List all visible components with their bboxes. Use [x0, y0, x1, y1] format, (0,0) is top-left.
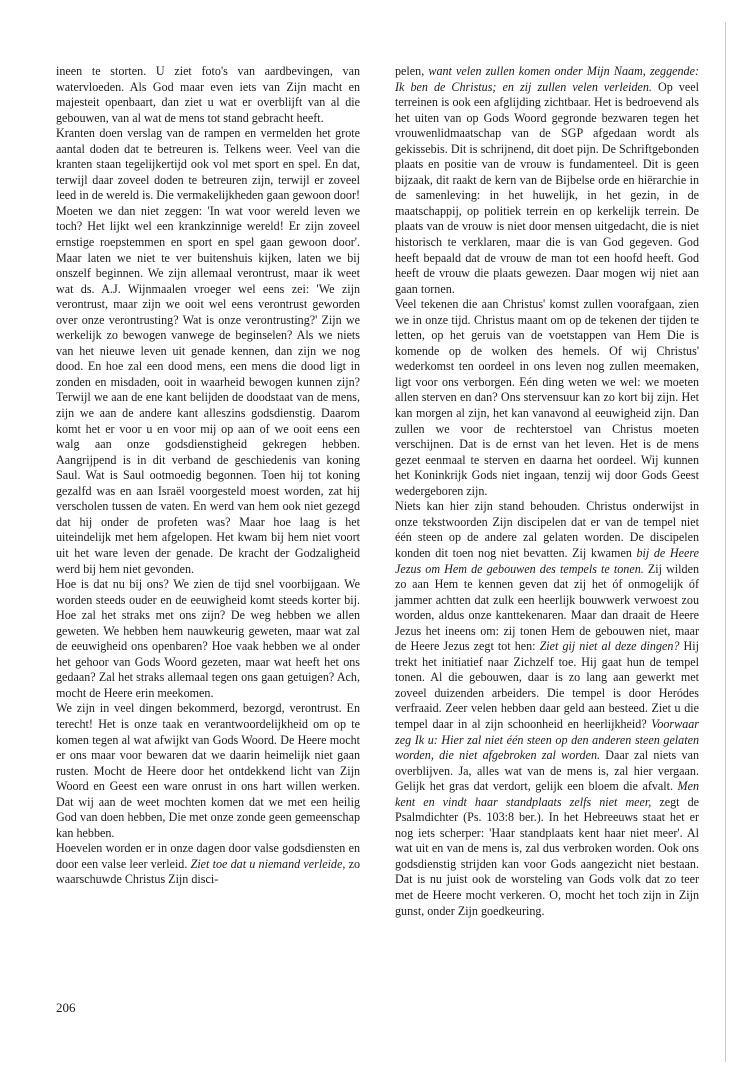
paragraph [56, 64, 360, 126]
text-run: Veel tekenen die aan Christus' komst zullen voorafgaan, zien we in onze tijd. Christus maant om op de tekenen der tijden te letten, op het geruis van de voetstappen van Hem Die is komende op de wolken des hemels. Of wij Christus' wederkomst ten oordeel in ons leven nog zullen meemaken, ligt voor ons verborgen. Eén ding weten we wel: we moeten allen sterven en dan? Ons stervensuur kan zo kort bij zijn. Het kan morgen al zijn, het kan vanavond al eeuwigheid zijn. Dan zullen we voor de rechterstoel van Christus moeten verschijnen. Dat is de ernst van het leven. Het is de mens gezet eenmaal te sterven en daarna het oordeel. Wij kunnen het Koninkrijk Gods niet ingaan, tenzij wij door Gods Geest wedergeboren zijn. [395, 297, 699, 498]
text-run: Zij wilden zo aan Hem te kennen geven dat zij het óf onmogelijk óf jammer achtten dat zulk een heerlijk bouwwerk verwoest zou worden, aldus onze kanttekenaren. Maar dan draait de Heere Jezus het ineens om: zij tonen Hem de gebouwen niet, maar de Heere Jezus zegt tot hen: [395, 561, 699, 654]
page-edge-divider [725, 22, 726, 1062]
scripture-quote: Ziet gij niet al deze dingen? [539, 639, 680, 654]
text-run: Daar zal niets van overblijven. Ja, alles wat van de mens is, zal hier vergaan. Gelijk het gras dat verdort, gelijk een bloem die afvalt. [395, 748, 699, 794]
text-run: zegt de Psalmdichter (Ps. 103:8 ber.). In het Hebreeuws staat het er nog iets scherper: 'Haar standplaats kent haar niet meer'. Al wat uit en van de mens is, zal dus verbroken worden. Ook ons godsdienstig strijden kan voor Gods aangezicht niet bestaan. Dat is nu juist ook de worsteling van Gods volk dat zo teer met de Heere mocht verkeren. O, mocht het toch zijn in Zijn gunst, onder Zijn goedkeuring. [395, 794, 699, 918]
scripture-quote: Ziet toe dat u niemand verleide [190, 856, 343, 871]
paragraph [56, 577, 360, 701]
text-run: ineen te storten. U ziet foto's van aardbevingen, van watervloeden. Als God maar even iets van Zijn macht en majesteit openbaart, dan ziet u wat er overblijft van al die gebouwen, van al wat de mens tot stand gebracht heeft. [56, 64, 360, 125]
page-number: 206 [56, 1000, 76, 1015]
text-run: pelen, [395, 64, 429, 78]
text-run: Niets kan hier zijn stand behouden. Christus onderwijst in onze tekstwoorden Zijn discipelen dat er van de tempel niet één steen op de andere zal gelaten worden. De discipelen konden dit toen nog niet bevatten. Zij kwamen [395, 499, 699, 560]
paragraph [56, 841, 360, 888]
text-run: Kranten doen verslag van de rampen en vermelden het grote aantal doden dat te betreuren is. Telkens weer. Veel van die kranten staan tegelijkertijd ook vol met sport en spel. En dat, terwijl daar zoveel doden te betreuren zijn, terwijl er zoveel leed in de wereld is. Die vermakelijkheden gaan gewoon door! Moeten we dan niet zeggen: 'In wat voor wereld leven we toch? Het lijkt wel een krankzinnige wereld! Er zijn zoveel ernstige roepstemmen en sport en spel gaan gewoon door'. Maar laten we niet te ver buitenshuis kijken, laten we bij onszelf beginnen. We zijn allemaal verontrust, maar ik weet wat ds. A.J. Wijnmaalen vroeger wel eens zei: 'We zijn verontrust, maar zijn we ooit wel eens verontrust geworden over onze verontrusting? Wat is onze verontrusting?' Zijn we werkelijk zo bewogen vanwege de beginselen? Als we niets van het nieuwe leven uit genade kennen, dan zijn we nog dood. En hoe zal een dood mens, een mens die dood ligt in zonden en misdaden, ooit in waarheid bewogen kunnen zijn? Terwijl we aan de ene kant belijden de doodstaat van de mens, zijn we aan de andere kant alleszins godsdienstig. Daarom komt het er voor u en voor mij op aan of we ooit eens een walg aan onze godsdienstigheid gekregen hebben. Aangrijpend is in dit verband de geschiedenis van koning Saul. Wat is Saul ootmoedig begonnen. Toen hij tot koning gezalfd was en aan Israël voorgesteld moest worden, zat hij verscholen tussen de vaten. En werd van hem ook niet gezegd dat hij onder de profeten was? Maar hoe laag is het uiteindelijk met hem afgelopen. Het kwam bij hem niet voort uit het ware leven der genade. De kracht der Godzaligheid werd bij hem niet gevonden. [56, 126, 360, 576]
left-column [56, 64, 360, 888]
paragraph [56, 126, 360, 577]
scripture-quote: Men kent en vindt haar standplaats zelfs niet meer, [395, 779, 699, 809]
text-run: , zo waarschuwde Christus Zijn disci- [56, 856, 360, 887]
paragraph [395, 64, 699, 297]
right-column [395, 64, 699, 919]
text-run: Hoevelen worden er in onze dagen door valse godsdiensten en door een valse leer verleid. [56, 841, 360, 871]
paragraph [395, 499, 699, 919]
scripture-quote: Voorwaar zeg Ik u: Hier zal niet één steen op den anderen steen gelaten worden, die niet afgebroken zal worden. [395, 716, 699, 763]
text-run: Op veel terreinen is ook een afglijding zichtbaar. Het is bedroevend als het uiten van op Gods Woord gegronde bezwaren tegen het vrouwenlidmaatschap van de SGP afgedaan wordt als gekissebis. Dit is schrijnend, dit doet pijn. De Schriftgebonden plaats en positie van de vrouw is fundamenteel. Dit is geen bijzaak, dit raakt de kern van de Bijbelse orde en hiërarchie in de samenleving: in het huwelijk, in het gezin, in de maatschappij, op politiek terrein en op kerkelijk terrein. De plaats van de vrouw is niet door mensen uitgedacht, die is niet historisch te verklaren, maar die is van God gegeven. God heeft bepaald dat de vrouw de man tot een hoofd heeft. God heeft de vrouw die plaats gewezen. Daar mogen wij niet aan gaan tornen. [395, 79, 699, 296]
paragraph [56, 701, 360, 841]
text-run: Hij trekt het initiatief naar Zichzelf toe. Hij gaat hun de tempel tonen. Al die gebouwen, daar is zo lang aan gewerkt met zoveel duizenden arbeiders. Die tempel is door Heródes verfraaid. Zeer velen hebben daar geld aan besteed. Ziet u die tempel daar in al zijn schoonheid en heerlijkheid? [395, 639, 699, 731]
scripture-quote: bij de Heere Jezus om Hem de gebouwen des tempels te tonen. [395, 545, 699, 576]
paragraph [395, 297, 699, 499]
text-run: We zijn in veel dingen bekommerd, bezorgd, verontrust. En terecht! Het is onze taak en verantwoordelijkheid om op te komen tegen al wat afwijkt van Gods Woord. De Heere mocht er ons maar voor bewaren dat we daarin heimelijk niet gaan rusten. Mocht de Heere door het ontdekkend licht van Zijn Woord en Geest een ware onrust in ons hart willen werken. Dat wij aan de weet mochten komen dat we met een heilig God van doen hebben, Die met onze zonde geen gemeenschap kan hebben. [56, 701, 360, 840]
text-run: Hoe is dat nu bij ons? We zien de tijd snel voorbijgaan. We worden steeds ouder en de eeuwigheid komt steeds korter bij. Hoe zal het straks met ons zijn? De weg hebben we allen geweten. We hebben hem nauwkeurig geweten, maar wat zal de eeuwigheid ons openbaren? Hoe vaak hebben we al onder het gehoor van Gods Woord gezeten, maar wat heeft het ons gedaan? Zal het straks allemaal tegen ons gaan getuigen? Ach, mocht de Heere erin meekomen. [56, 577, 360, 700]
scripture-quote: want velen zullen komen onder Mijn Naam, zeggende: Ik ben de Christus; en zij zullen velen verleiden. [395, 64, 699, 94]
